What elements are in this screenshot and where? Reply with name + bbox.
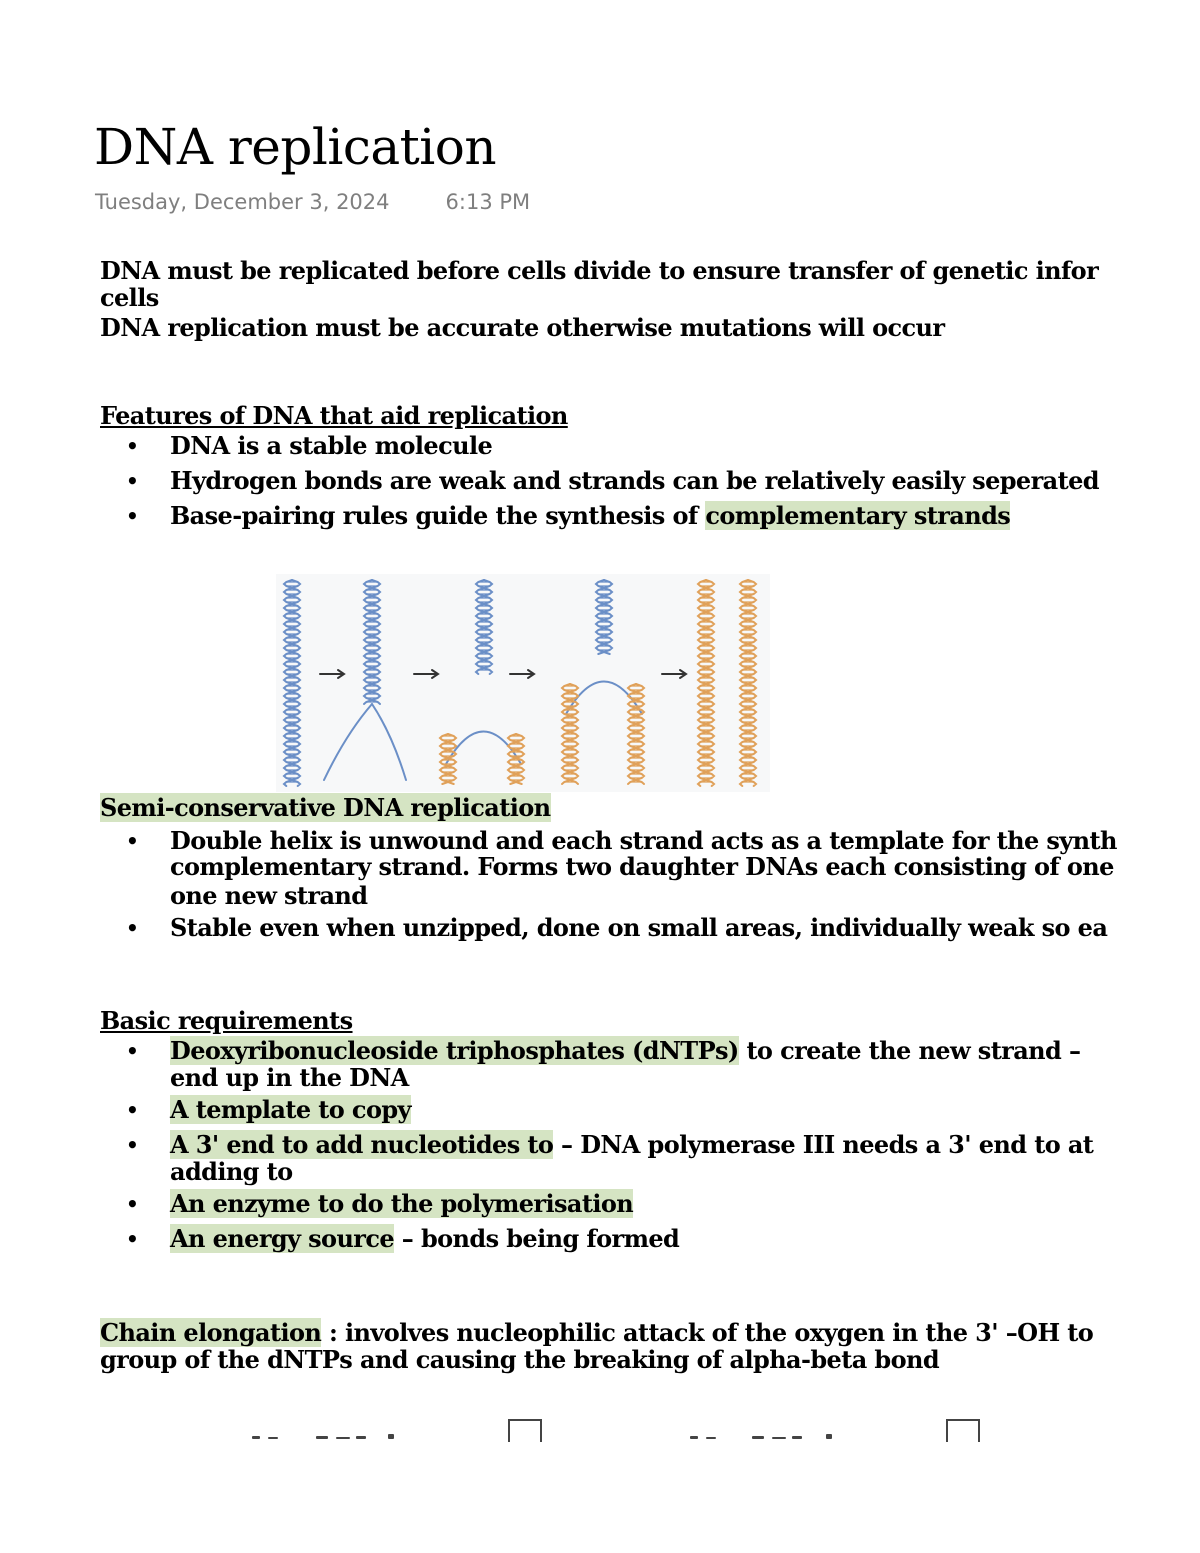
item-line-1: • Double helix is unwound and each strand acts as a template for the synth (170, 826, 1117, 855)
item-line-3: one new strand (170, 881, 368, 910)
page-time: 6:13 PM (445, 190, 531, 214)
features-heading: Features of DNA that aid replication (100, 401, 568, 430)
item-line-2: complementary strand. Forms two daughter DNAs each consisting of one (170, 852, 1114, 881)
semi-conservative-list (100, 827, 1200, 949)
paragraph-line-2: group of the dNTPs and causing the breaking of alpha-beta bond (100, 1345, 940, 1374)
intro-line-3: DNA replication must be accurate otherwise mutations will occur (100, 313, 945, 342)
cut-off-embedded-figure (0, 1416, 1200, 1442)
list-item: • DNA is a stable molecule (100, 432, 1200, 460)
highlighted-text: An enzyme to do the polymerisation (170, 1189, 634, 1218)
intro-line-1: DNA must be replicated before cells divide to ensure transfer of genetic infor (100, 256, 1099, 285)
list-item (100, 1225, 1200, 1253)
basic-requirements-list (100, 1037, 1200, 1260)
highlighted-text: Chain elongation (100, 1318, 322, 1347)
list-item: • Hydrogen bonds are weak and strands can be relatively easily seperated (100, 467, 1200, 495)
item-text: – bonds being formed (394, 1224, 680, 1253)
page-date: Tuesday, December 3, 2024 (95, 190, 390, 214)
highlighted-text: An energy source (170, 1224, 395, 1253)
highlighted-text: Deoxyribonucleoside triphosphates (dNTPs) (170, 1036, 739, 1065)
intro-line-2: cells (100, 283, 159, 312)
item-line-2: end up in the DNA (170, 1063, 409, 1092)
item-text: Base-pairing rules guide the synthesis of (170, 501, 706, 530)
list-item (100, 1037, 1200, 1092)
list-item: • Stable even when unzipped, done on small areas, individually weak so ea (100, 914, 1200, 942)
highlighted-heading: Semi-conservative DNA replication (100, 793, 551, 822)
item-text: to create the new strand – (738, 1036, 1081, 1065)
highlighted-text: A template to copy (170, 1095, 411, 1124)
semi-conservative-heading (100, 794, 1200, 822)
item-text: – DNA polymerase III needs a 3' end to at (553, 1130, 1094, 1159)
page-timestamp (95, 190, 530, 214)
basic-requirements-heading: Basic requirements (100, 1006, 353, 1035)
list-item (100, 1131, 1200, 1186)
list-item (100, 1190, 1200, 1218)
intro-paragraph (100, 257, 1200, 342)
list-item (100, 502, 1200, 530)
paragraph-text: : involves nucleophilic attack of the oxygen in the 3' –OH to (321, 1318, 1094, 1347)
highlighted-text: complementary strands (705, 501, 1011, 530)
list-item (100, 1096, 1200, 1124)
dna-replication-diagram (276, 574, 770, 792)
list-item (100, 827, 1200, 910)
page-title: DNA replication (94, 118, 497, 176)
features-list (100, 432, 1200, 537)
chain-elongation-paragraph (100, 1319, 1200, 1374)
item-line-2: adding to (170, 1157, 293, 1186)
highlighted-text: A 3' end to add nucleotides to (170, 1130, 554, 1159)
